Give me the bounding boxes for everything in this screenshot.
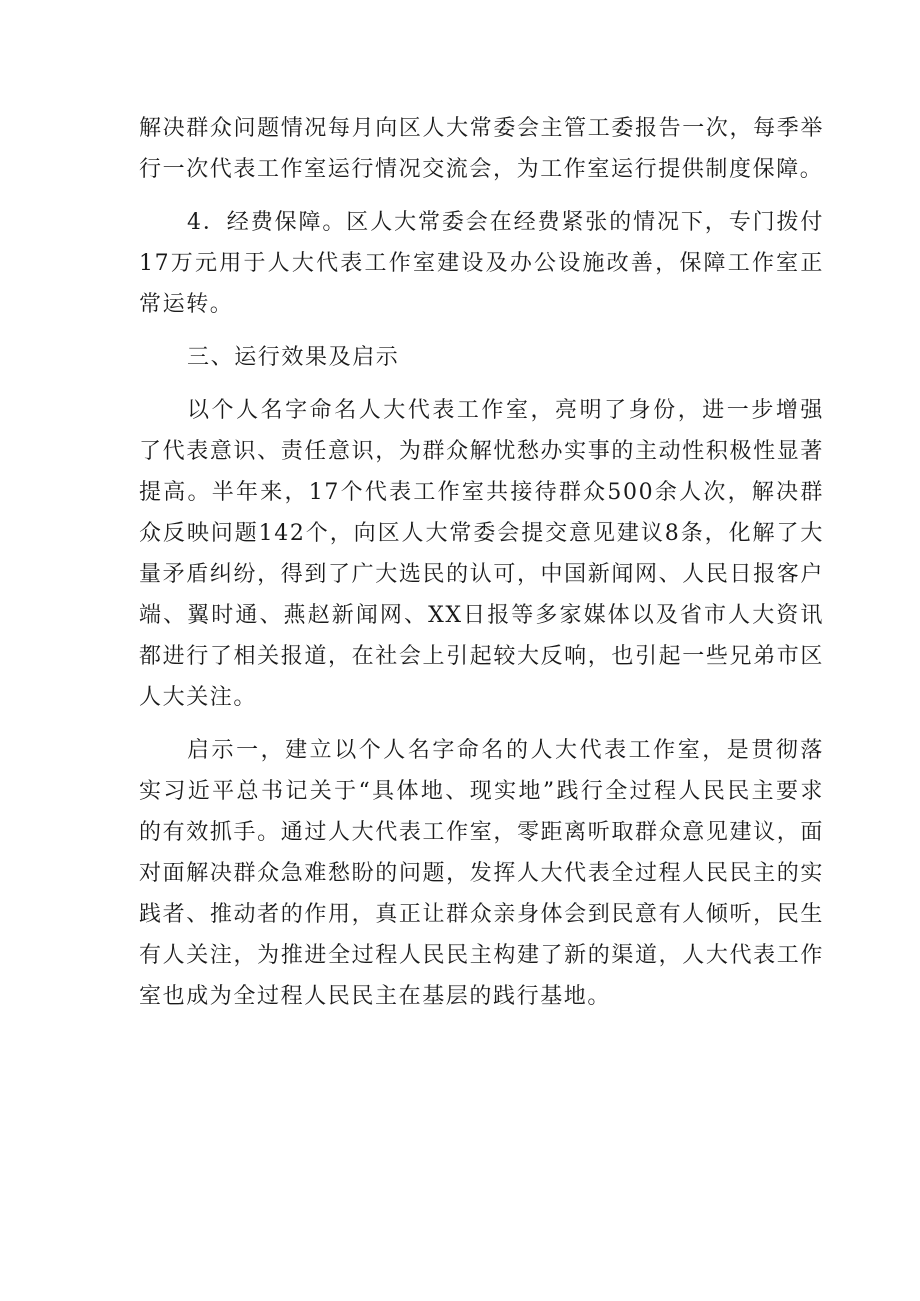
section-heading: 三、运行效果及启示: [187, 345, 400, 370]
paragraph-insight-one: 启示一，建立以个人名字命名的人大代表工作室，是贯彻落实习近平总书记关于“具体地、现实地”践行全过程人民民主要求的有效抓手。通过人大代表工作室，零距离听取群众意见建议，面对面解决群众急难愁盼的问题，发挥人大代表全过程人民民主的实践者、推动者的作用，真正让群众亲身体会到民意有人倾听，民生有人关注，为推进全过程人民民主构建了新的渠道，人大代表工作室也成为全过程人民民主在基层的践行基地。: [139, 738, 824, 1009]
paragraph-effects: 以个人名字命名人大代表工作室，亮明了身份，进一步增强了代表意识、责任意识，为群众解忧愁办实事的主动性积极性显著提高。半年来，17个代表工作室共接待群众500余人次，解决群众反映问题142个，向区人大常委会提交意见建议8条，化解了大量矛盾纠纷，得到了广大选民的认可，中国新闻网、人民日报客户端、翼时通、燕赵新闻网、XX日报等多家媒体以及省市人大资讯都进行了相关报道，在社会上引起较大反响，也引起一些兄弟市区人大关注。: [139, 398, 824, 710]
paragraph-funding: 4．经费保障。区人大常委会在经费紧张的情况下，专门拨付17万元用于人大代表工作室建设及办公设施改善，保障工作室正常运转。: [139, 210, 824, 317]
paragraph-continuation: 解决群众问题情况每月向区人大常委会主管工委报告一次，每季举行一次代表工作室运行情况交流会，为工作室运行提供制度保障。: [139, 116, 824, 182]
